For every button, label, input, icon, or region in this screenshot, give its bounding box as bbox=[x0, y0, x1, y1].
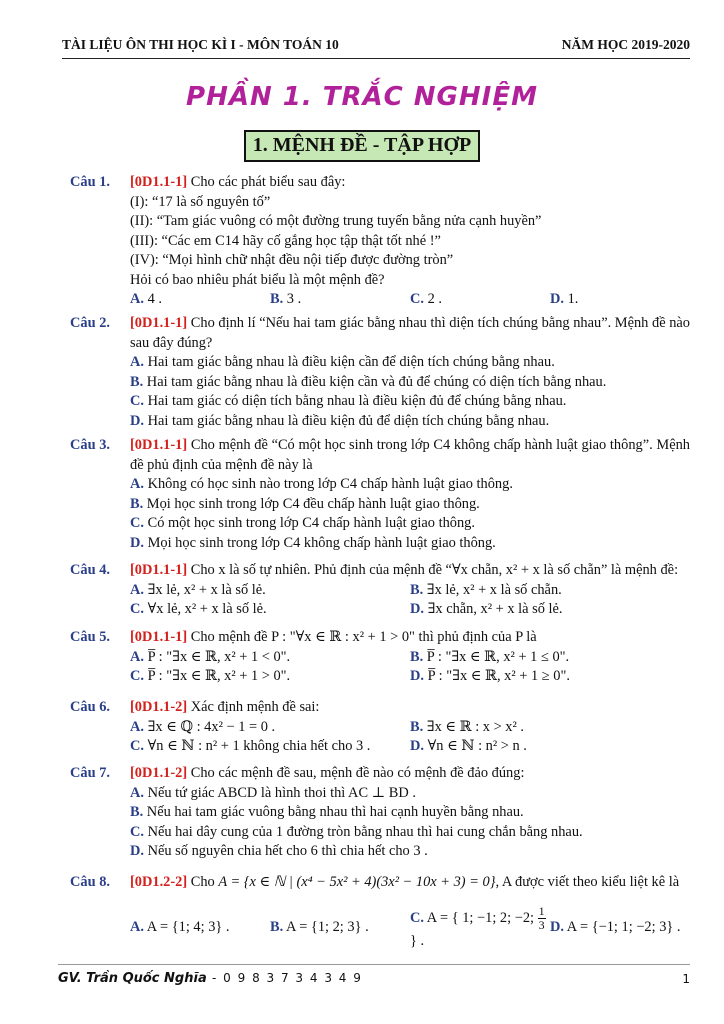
option-text: } . bbox=[410, 932, 425, 949]
question-stem: Cho mệnh đề “Có một học sinh trong lớp C4 không chấp hành luật giao thông”. Mệnh đề phủ định của mệnh đề này là bbox=[130, 437, 690, 473]
option-text: Có một học sinh trong lớp C4 chấp hành luật giao thông. bbox=[144, 515, 475, 531]
question-number: Câu 6. bbox=[70, 699, 110, 715]
answer-option-c[interactable] bbox=[130, 667, 410, 687]
answer-option-a[interactable] bbox=[130, 475, 690, 495]
option-text: 2 . bbox=[424, 291, 442, 307]
author-phone: - 0 9 8 3 7 3 4 3 4 9 bbox=[206, 971, 363, 985]
answer-option-d[interactable] bbox=[410, 667, 690, 687]
question-tag: [0D1.2-2] bbox=[130, 874, 188, 890]
option-text: ∀x lẻ, x² + x là số lẻ. bbox=[144, 601, 267, 617]
answer-option-a[interactable] bbox=[130, 290, 270, 310]
answer-option-b[interactable] bbox=[410, 718, 690, 738]
answer-option-c[interactable] bbox=[130, 600, 410, 620]
option-letter: D. bbox=[410, 601, 424, 617]
option-text: ∀n ∈ ℕ : n² > n . bbox=[424, 738, 527, 754]
answer-option-b[interactable] bbox=[130, 803, 690, 823]
option-text: ∃x lẻ, x² + x là số chẵn. bbox=[423, 581, 562, 598]
question-tag: [0D1.1-1] bbox=[130, 629, 188, 645]
author-name: GV. Trần Quốc Nghĩa bbox=[58, 971, 207, 986]
answer-option-c[interactable] bbox=[130, 514, 690, 534]
question-stem: Cho mệnh đề P : "∀x ∈ ℝ : x² + 1 > 0" thì phủ định của P là bbox=[187, 629, 537, 645]
option-text: 4 . bbox=[144, 291, 162, 307]
answer-option-b[interactable] bbox=[270, 918, 410, 938]
page-header bbox=[62, 36, 690, 59]
answer-options bbox=[130, 905, 690, 952]
question-number: Câu 8. bbox=[70, 874, 110, 890]
statement-line: (III): “Các em C14 hãy cố gắng học tập thật tốt nhé !” bbox=[130, 232, 441, 249]
option-letter: B. bbox=[270, 291, 284, 307]
option-letter: A. bbox=[130, 354, 144, 370]
option-text: A = {−1; 1; −2; 3} . bbox=[564, 919, 681, 935]
answer-option-c[interactable] bbox=[410, 290, 550, 310]
option-text: Mọi học sinh trong lớp C4 đều chấp hành luật giao thông. bbox=[143, 495, 480, 512]
question-tag: [0D1.1-2] bbox=[130, 765, 188, 781]
statement-line: (II): “Tam giác vuông có một đường trung tuyến bằng nửa cạnh huyền” bbox=[130, 213, 542, 229]
option-letter: A. bbox=[130, 919, 144, 935]
option-letter: D. bbox=[130, 412, 144, 429]
answer-option-a[interactable] bbox=[130, 718, 410, 738]
option-letter: D. bbox=[130, 843, 144, 859]
option-letter: D. bbox=[550, 291, 564, 307]
question-1 bbox=[70, 173, 690, 310]
fraction-denominator: 3 bbox=[538, 917, 545, 932]
answer-option-d[interactable] bbox=[410, 600, 690, 620]
option-letter: C. bbox=[130, 823, 144, 840]
option-letter: A. bbox=[130, 581, 144, 598]
option-text: ∃x ∈ ℝ : x > x² . bbox=[423, 718, 525, 735]
option-letter: D. bbox=[550, 919, 564, 935]
page-number: 1 bbox=[682, 972, 690, 986]
question-3 bbox=[70, 436, 690, 553]
answer-option-c[interactable] bbox=[130, 823, 690, 843]
section-title-wrap bbox=[0, 130, 724, 162]
question-7 bbox=[70, 764, 690, 862]
option-letter: C. bbox=[130, 668, 144, 684]
question-stem: Xác định mệnh đề sai: bbox=[187, 699, 320, 715]
question-tag: [0D1.1-2] bbox=[130, 699, 188, 715]
answer-option-d[interactable] bbox=[130, 412, 690, 432]
question-stem: , A được viết theo kiểu liệt kê là bbox=[495, 874, 680, 890]
answer-option-b[interactable] bbox=[130, 495, 690, 515]
option-letter: B. bbox=[270, 919, 284, 935]
option-text: A = {1; 2; 3} . bbox=[283, 919, 369, 935]
answer-option-c[interactable] bbox=[130, 737, 410, 757]
option-letter: C. bbox=[130, 393, 144, 409]
option-letter: C. bbox=[130, 515, 144, 531]
question-tag: [0D1.1-1] bbox=[130, 315, 188, 331]
option-text: Không có học sinh nào trong lớp C4 chấp hành luật giao thông. bbox=[144, 476, 513, 492]
option-letter: B. bbox=[130, 373, 144, 390]
option-text: Hai tam giác bằng nhau là điều kiện đủ để diện tích chúng bằng nhau. bbox=[144, 412, 550, 429]
answer-option-a[interactable] bbox=[130, 353, 690, 373]
option-text: A = { 1; −1; 2; −2; bbox=[424, 909, 538, 926]
answer-options bbox=[130, 718, 690, 738]
question-number: Câu 7. bbox=[70, 765, 110, 781]
option-text: Mọi học sinh trong lớp C4 không chấp hành luật giao thông. bbox=[144, 534, 496, 551]
option-text: 3 . bbox=[283, 291, 302, 307]
answer-option-b[interactable] bbox=[410, 581, 690, 601]
section-title: 1. MỆNH ĐỀ - TẬP HỢP bbox=[244, 130, 481, 162]
question-4 bbox=[70, 561, 690, 620]
fraction bbox=[538, 905, 546, 932]
question-tag: [0D1.1-1] bbox=[130, 174, 188, 190]
question-stem: Cho x là số tự nhiên. Phủ định của mệnh đề “∀x chẵn, x² + x là số chẵn” là mệnh đề: bbox=[187, 562, 679, 578]
option-letter: C. bbox=[130, 601, 144, 617]
option-letter: C. bbox=[410, 909, 424, 926]
option-text: ∀n ∈ ℕ : n² + 1 không chia hết cho 3 . bbox=[144, 738, 371, 754]
option-text: P̅ : "∃x ∈ ℝ, x² + 1 < 0". bbox=[144, 648, 291, 665]
header-left: TÀI LIỆU ÔN THI HỌC KÌ I - MÔN TOÁN 10 bbox=[62, 37, 339, 52]
question-stem: Cho định lí “Nếu hai tam giác bằng nhau thì diện tích chúng bằng nhau”. Mệnh đề nào sau đây đúng? bbox=[130, 315, 690, 351]
option-text: P̅ : "∃x ∈ ℝ, x² + 1 > 0". bbox=[144, 668, 291, 684]
answer-option-a[interactable] bbox=[130, 918, 270, 938]
question-tag: [0D1.1-1] bbox=[130, 437, 188, 453]
option-text: 1. bbox=[564, 291, 579, 307]
option-letter: B. bbox=[410, 581, 424, 598]
option-text: A = {1; 4; 3} . bbox=[144, 919, 230, 935]
question-number: Câu 3. bbox=[70, 437, 110, 453]
option-letter: A. bbox=[130, 291, 144, 307]
option-letter: D. bbox=[410, 668, 424, 684]
answer-options bbox=[130, 600, 690, 620]
page-footer bbox=[58, 964, 690, 993]
answer-option-c[interactable] bbox=[130, 392, 690, 412]
answer-option-a[interactable] bbox=[130, 648, 410, 668]
answer-option-b[interactable] bbox=[130, 373, 690, 393]
option-text: P̅ : "∃x ∈ ℝ, x² + 1 ≥ 0". bbox=[424, 668, 570, 684]
option-letter: D. bbox=[410, 738, 424, 754]
option-text: ∃x chẵn, x² + x là số lẻ. bbox=[424, 601, 563, 617]
answer-option-d[interactable] bbox=[550, 918, 690, 938]
option-letter: A. bbox=[130, 718, 144, 735]
option-text: Nếu hai tam giác vuông bằng nhau thì hai cạnh huyền bằng nhau. bbox=[143, 804, 524, 820]
footer-author bbox=[58, 971, 362, 986]
option-text: Hai tam giác bằng nhau là điều kiện cần và đủ để chúng có diện tích bằng nhau. bbox=[143, 373, 607, 390]
question-number: Câu 5. bbox=[70, 629, 110, 645]
question-8 bbox=[70, 873, 690, 951]
option-letter: A. bbox=[130, 648, 144, 665]
option-text: Hai tam giác bằng nhau là điều kiện cần để diện tích chúng bằng nhau. bbox=[144, 354, 555, 370]
question-stem: Cho bbox=[187, 874, 219, 890]
answer-option-a[interactable] bbox=[130, 784, 690, 804]
statement-line: (I): “17 là số nguyên tố” bbox=[130, 193, 271, 210]
answer-options bbox=[130, 581, 690, 601]
answer-option-a[interactable] bbox=[130, 581, 410, 601]
option-letter: B. bbox=[130, 804, 144, 820]
answer-option-d[interactable] bbox=[410, 737, 690, 757]
answer-options bbox=[130, 667, 690, 687]
part-title: PHẦN 1. TRẮC NGHIỆM bbox=[186, 82, 538, 112]
option-text: Hai tam giác có diện tích bằng nhau là điều kiện đủ để chúng bằng nhau. bbox=[144, 393, 567, 409]
question-2 bbox=[70, 314, 690, 431]
answer-option-b[interactable] bbox=[270, 290, 410, 310]
answer-option-d[interactable] bbox=[550, 290, 690, 310]
answer-options bbox=[130, 737, 690, 757]
option-letter: C. bbox=[410, 291, 424, 307]
answer-option-b[interactable] bbox=[410, 648, 690, 668]
option-letter: B. bbox=[410, 718, 424, 735]
option-text: Nếu số nguyên chia hết cho 6 thì chia hết cho 3 . bbox=[144, 843, 428, 859]
option-letter: B. bbox=[410, 648, 424, 665]
answer-option-d[interactable] bbox=[130, 534, 690, 554]
answer-options bbox=[130, 648, 690, 668]
option-text: ∃x ∈ ℚ : 4x² − 1 = 0 . bbox=[144, 718, 276, 735]
question-number: Câu 2. bbox=[70, 315, 110, 331]
answer-option-c[interactable] bbox=[410, 905, 550, 952]
answer-options bbox=[130, 290, 690, 310]
question-5 bbox=[70, 628, 690, 687]
statement-line: Hỏi có bao nhiêu phát biểu là một mệnh đề? bbox=[130, 271, 385, 288]
question-stem: Cho các mệnh đề sau, mệnh đề nào có mệnh đề đảo đúng: bbox=[187, 765, 525, 781]
option-text: P̅ : "∃x ∈ ℝ, x² + 1 ≤ 0". bbox=[423, 648, 570, 665]
question-stem: Cho các phát biểu sau đây: bbox=[187, 174, 346, 190]
option-letter: A. bbox=[130, 476, 144, 492]
option-letter: D. bbox=[130, 534, 144, 551]
question-6 bbox=[70, 698, 690, 757]
set-expression: A = {x ∈ ℕ | (x⁴ − 5x² + 4)(3x² − 10x + 3) = 0} bbox=[218, 874, 496, 890]
header-right: NĂM HỌC 2019-2020 bbox=[561, 37, 690, 52]
answer-option-d[interactable] bbox=[130, 842, 690, 862]
question-number: Câu 4. bbox=[70, 562, 110, 578]
option-text: ∃x lẻ, x² + x là số lẻ. bbox=[144, 581, 266, 598]
question-tag: [0D1.1-1] bbox=[130, 562, 188, 578]
option-letter: A. bbox=[130, 784, 144, 801]
question-number: Câu 1. bbox=[70, 174, 110, 190]
option-text: Nếu tứ giác ABCD là hình thoi thì AC ⊥ BD . bbox=[144, 784, 416, 801]
option-text: Nếu hai dây cung của 1 đường tròn bằng nhau thì hai cung chắn bằng nhau. bbox=[144, 823, 583, 840]
fraction-numerator: 1 bbox=[538, 903, 545, 918]
option-letter: C. bbox=[130, 738, 144, 754]
option-letter: B. bbox=[130, 495, 144, 512]
statement-line: (IV): “Mọi hình chữ nhật đều nội tiếp được đường tròn” bbox=[130, 252, 454, 268]
